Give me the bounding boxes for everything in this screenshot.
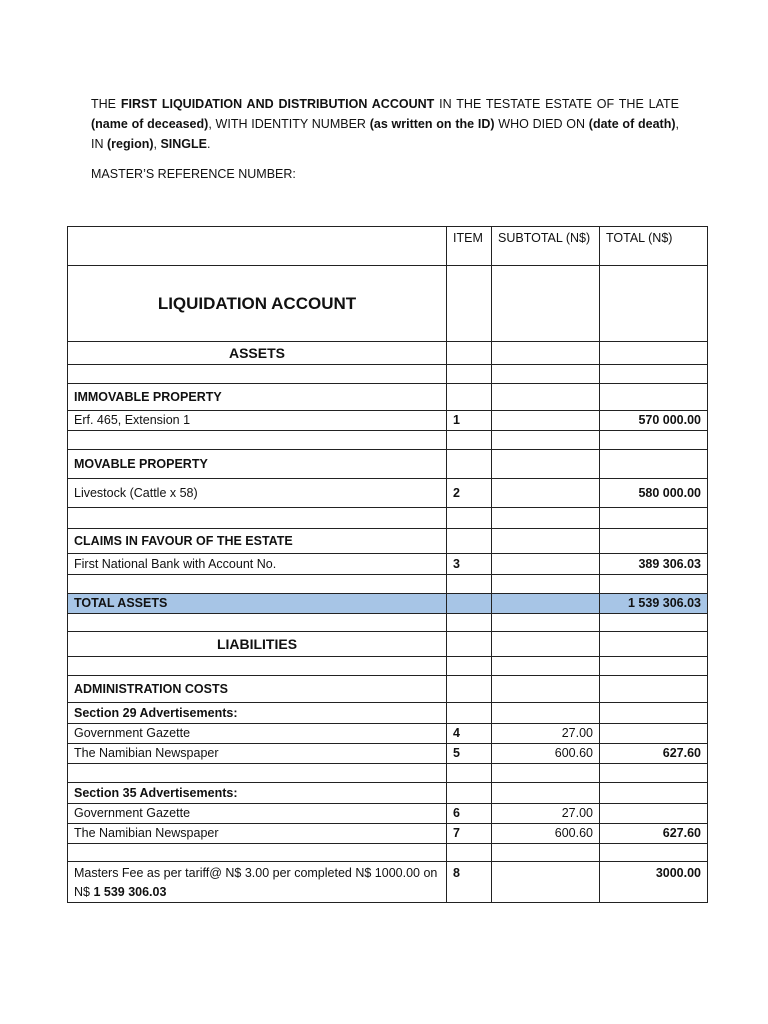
sec35-namibian-total: 627.60 [600,824,708,844]
liquidation-account-table [67,226,708,903]
header-row [68,227,708,266]
masters-fee-item: 8 [447,862,492,903]
total-assets-row [68,594,708,614]
section-row [68,703,708,724]
liquidation-account-title: LIQUIDATION ACCOUNT [68,266,447,342]
section-row [68,783,708,804]
intro-paragraph: THE FIRST LIQUIDATION AND DISTRIBUTION ACCOUNT IN THE TESTATE ESTATE OF THE LATE (name of deceased), WITH IDENTITY NUMBER (as written on the ID) WHO DIED ON (date of death), IN (region), SINGLE. [91,97,679,151]
table-row [68,479,708,508]
livestock-item: 2 [447,479,492,508]
liabilities-heading-row [68,632,708,657]
livestock-description: Livestock (Cattle x 58) [68,479,447,508]
erf-description: Erf. 465, Extension 1 [68,411,447,431]
sec35-gazette-subtotal: 27.00 [492,804,600,824]
section-row [68,450,708,479]
section-35-heading: Section 35 Advertisements: [68,783,447,804]
assets-heading: ASSETS [68,342,447,365]
table-row [68,554,708,575]
header-item: ITEM [447,227,492,266]
sec29-gazette-subtotal: 27.00 [492,724,600,744]
table-row [68,744,708,764]
claims-heading: CLAIMS IN FAVOUR OF THE ESTATE [68,529,447,554]
masters-fee-description: Masters Fee as per tariff@ N$ 3.00 per completed N$ 1000.00 on N$ 1 539 306.03 [68,862,447,903]
table-row [68,804,708,824]
sec29-gazette-description: Government Gazette [68,724,447,744]
immovable-property-heading: IMMOVABLE PROPERTY [68,384,447,411]
sec35-namibian-item: 7 [447,824,492,844]
erf-total: 570 000.00 [600,411,708,431]
movable-property-heading: MOVABLE PROPERTY [68,450,447,479]
sec29-namibian-item: 5 [447,744,492,764]
header-subtotal: SUBTOTAL (N$) [492,227,600,266]
assets-heading-row [68,342,708,365]
table-row [68,411,708,431]
administration-costs-heading: ADMINISTRATION COSTS [68,676,447,703]
livestock-total: 580 000.00 [600,479,708,508]
section-row [68,676,708,703]
total-assets-label: TOTAL ASSETS [68,594,447,614]
section-row [68,384,708,411]
masters-reference-label: MASTER’S REFERENCE NUMBER: [91,167,296,181]
section-row [68,529,708,554]
table-row [68,724,708,744]
masters-fee-total: 3000.00 [600,862,708,903]
sec29-namibian-description: The Namibian Newspaper [68,744,447,764]
liabilities-heading: LIABILITIES [68,632,447,657]
bank-total: 389 306.03 [600,554,708,575]
sec29-namibian-total: 627.60 [600,744,708,764]
table-row [68,824,708,844]
header-total: TOTAL (N$) [600,227,708,266]
section-29-heading: Section 29 Advertisements: [68,703,447,724]
sec29-namibian-subtotal: 600.60 [492,744,600,764]
sec35-namibian-description: The Namibian Newspaper [68,824,447,844]
sec35-namibian-subtotal: 600.60 [492,824,600,844]
sec29-gazette-item: 4 [447,724,492,744]
sec35-gazette-item: 6 [447,804,492,824]
total-assets-value: 1 539 306.03 [600,594,708,614]
bank-description: First National Bank with Account No. [68,554,447,575]
bank-item: 3 [447,554,492,575]
sec35-gazette-description: Government Gazette [68,804,447,824]
erf-item: 1 [447,411,492,431]
table-row [68,862,708,903]
title-row [68,266,708,342]
